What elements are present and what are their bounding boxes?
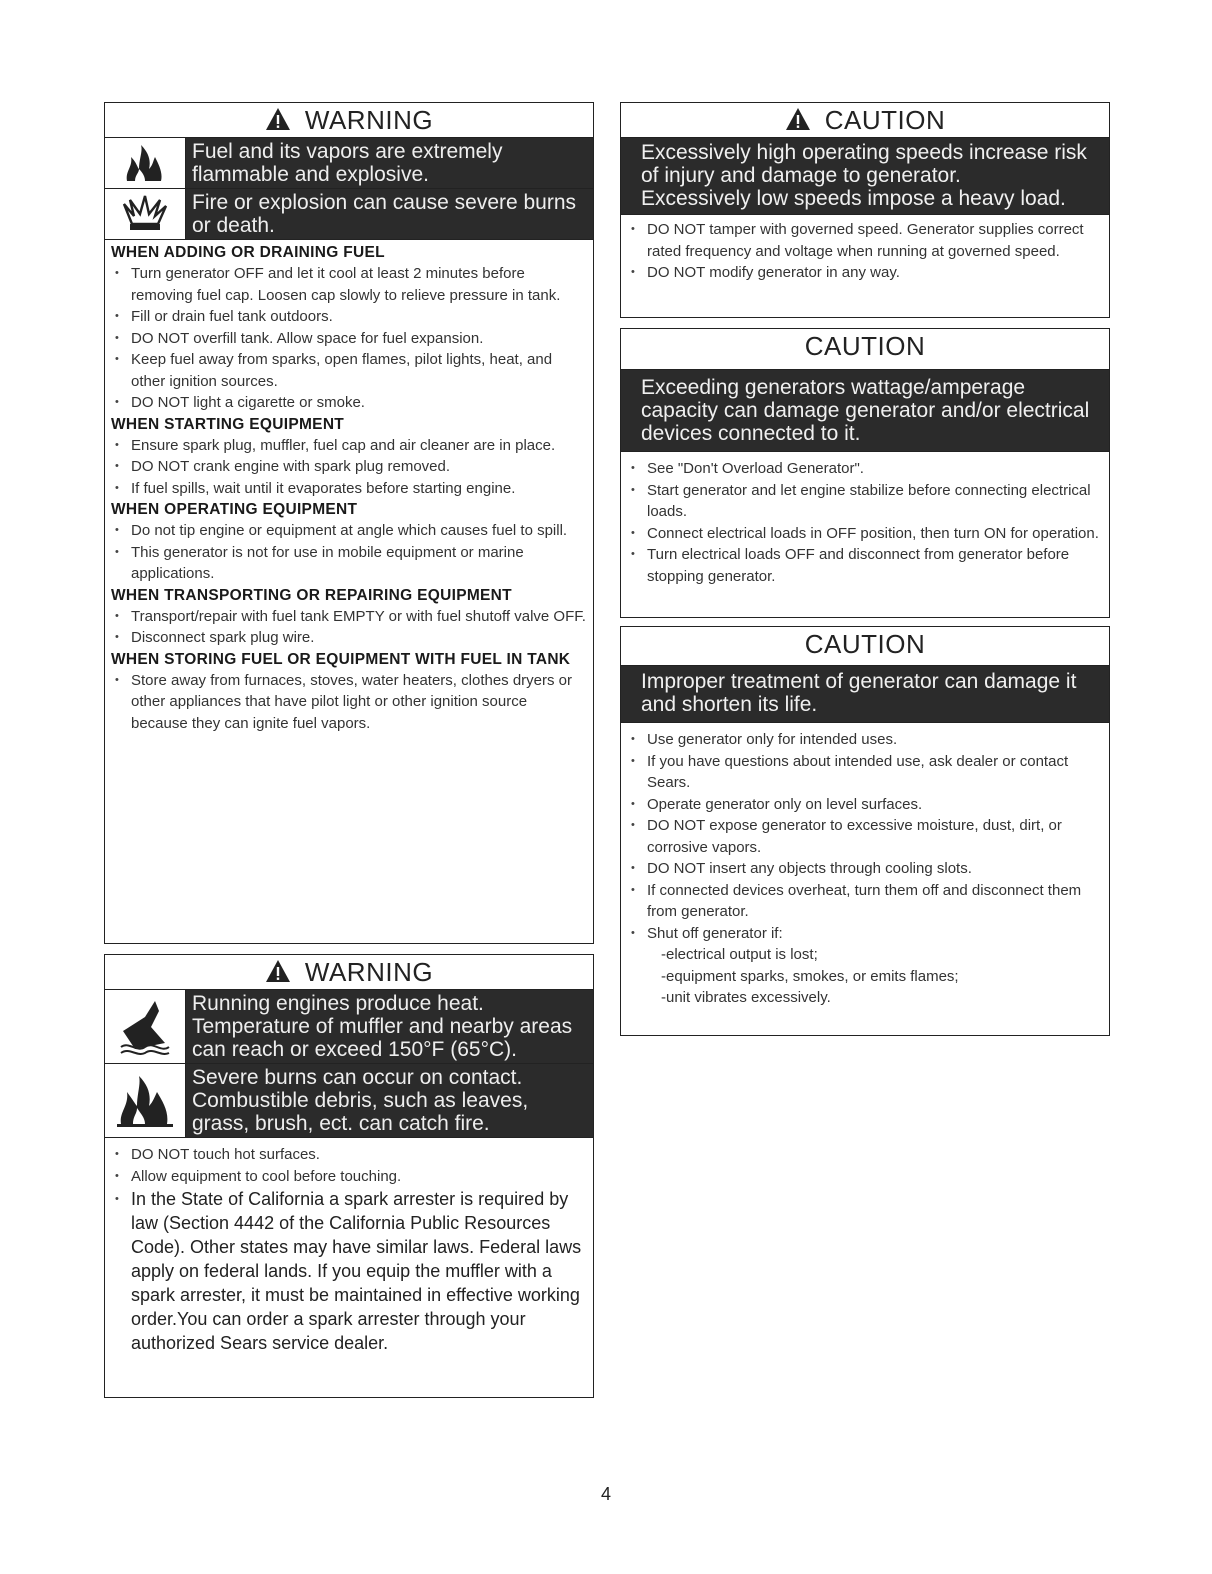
list-item: • DO NOT expose generator to excessive moisture, dust, dirt, or corrosive vapors. (627, 815, 1103, 858)
warning-triangle-icon (265, 107, 291, 131)
list-item: • Turn electrical loads OFF and disconnect from generator before stopping generator. (627, 544, 1103, 587)
sub-item: -unit vibrates excessively. (661, 989, 831, 1006)
section-heading: WHEN OPERATING EQUIPMENT (111, 501, 358, 518)
hazard-row (105, 990, 593, 1064)
list-item: • Ensure spark plug, muffler, fuel cap and air cleaner are in place. (111, 435, 587, 457)
section-heading: WHEN ADDING OR DRAINING FUEL (111, 244, 385, 261)
list-item: • If you have questions about intended use, ask dealer or contact Sears. (627, 751, 1103, 794)
hazard-row (105, 1064, 593, 1137)
caution-content (621, 215, 1109, 288)
warning-triangle-icon (785, 107, 811, 131)
list-item: • DO NOT insert any objects through cooling slots. (627, 858, 1103, 880)
caution-box-overload (620, 328, 1110, 618)
list-item: • Fill or drain fuel tank outdoors. (111, 306, 587, 328)
list-item: • Store away from furnaces, stoves, water heaters, clothes dryers or other appliances that have pilot light or other ignition source because they can ignite fuel vapors. (111, 670, 587, 735)
section-heading: WHEN STORING FUEL OR EQUIPMENT WITH FUEL IN TANK (111, 650, 571, 668)
hazard-text: Excessively high operating speeds increase risk of injury and damage to generator. (641, 141, 1087, 187)
list-item: • Do not tip engine or equipment at angle which causes fuel to spill. (111, 520, 587, 542)
hazard-text: Running engines produce heat. Temperature of muffler and nearby areas can reach or exceed 150°F (65°C). (192, 992, 573, 1061)
flame-icon (105, 1064, 186, 1137)
section-heading: WHEN TRANSPORTING OR REPAIRING EQUIPMENT (111, 586, 512, 604)
list-item: • Keep fuel away from sparks, open flames, pilot lights, heat, and other ignition sources. (111, 349, 587, 392)
list-item: • DO NOT crank engine with spark plug removed. (111, 456, 587, 478)
sub-item: -electrical output is lost; (661, 946, 818, 963)
hazard-row (105, 138, 593, 189)
hazard-band (105, 989, 593, 1138)
hazard-band (621, 665, 1109, 723)
list-item: • DO NOT modify generator in any way. (627, 262, 1103, 284)
list-item: • This generator is not for use in mobile equipment or marine applications. (111, 542, 587, 585)
list-item: • Use generator only for intended uses. (627, 729, 1103, 751)
list-item: • Operate generator only on level surfaces. (627, 794, 1103, 816)
section-heading: WHEN STARTING EQUIPMENT (111, 415, 345, 433)
caution-title: CAUTION (804, 331, 926, 361)
hazard-text: Severe burns can occur on contact. Combustible debris, such as leaves, grass, brush, ect. can catch fire. (192, 1066, 529, 1135)
list-item: • DO NOT touch hot surfaces. (111, 1144, 587, 1166)
caution-content (621, 452, 1109, 591)
warning-box-fuel (104, 102, 594, 944)
hazard-text: Fuel and its vapors are extremely flammable and explosive. (192, 140, 503, 186)
list-item: • DO NOT overfill tank. Allow space for fuel expansion. (111, 328, 587, 350)
list-item: • Disconnect spark plug wire. (111, 627, 587, 649)
warning-title: WARNING (105, 103, 593, 137)
list-item: • Shut off generator if: (627, 923, 1103, 945)
warning-box-heat (104, 954, 594, 1398)
warning-triangle-icon (265, 959, 291, 983)
sub-item: -equipment sparks, smokes, or emits flames; (661, 967, 959, 985)
explosion-icon (105, 189, 186, 239)
page-number: 4 (600, 1484, 611, 1504)
caution-content (621, 723, 1109, 1013)
list-item: • In the State of California a spark arrester is required by law (Section 4442 of the California Public Resources Code). Other states may have similar laws. Federal laws apply on federal lands. If you equip the muffler with a spark arrester, it must be maintained in effective working order.You can order a spark arrester through your authorized Sears service dealer. (111, 1187, 587, 1355)
hazard-text: Fire or explosion can cause severe burns or death. (192, 191, 577, 237)
warning-content (105, 240, 593, 738)
list-item: • See "Don't Overload Generator". (627, 458, 1103, 480)
caution-box-treatment (620, 626, 1110, 1036)
hazard-text: Improper treatment of generator can damage it and shorten its life. (641, 670, 1077, 716)
list-item: • DO NOT light a cigarette or smoke. (111, 392, 587, 414)
hazard-band (621, 137, 1109, 215)
hot-surface-icon (105, 990, 186, 1063)
flame-icon (105, 138, 186, 188)
list-item: • Allow equipment to cool before touching. (111, 1166, 587, 1188)
hazard-row (105, 189, 593, 239)
list-item: • Turn generator OFF and let it cool at least 2 minutes before removing fuel cap. Loosen cap slowly to relieve pressure in tank. (111, 263, 587, 306)
hazard-text: Excessively low speeds impose a heavy load. (641, 187, 1066, 210)
list-item: • If fuel spills, wait until it evaporates before starting engine. (111, 478, 587, 500)
caution-title: CAUTION (804, 629, 926, 659)
list-item: • DO NOT tamper with governed speed. Generator supplies correct rated frequency and voltage when running at governed speed. (627, 219, 1103, 262)
list-item: • Connect electrical loads in OFF position, then turn ON for operation. (627, 523, 1103, 545)
warning-title: WARNING (105, 955, 593, 989)
caution-title: CAUTION (621, 103, 1109, 137)
hazard-band (621, 369, 1109, 452)
warning-content (105, 1138, 593, 1359)
list-item: • Transport/repair with fuel tank EMPTY or with fuel shutoff valve OFF. (111, 606, 587, 628)
list-item: • Start generator and let engine stabilize before connecting electrical loads. (627, 480, 1103, 523)
hazard-band (105, 137, 593, 240)
hazard-text: Exceeding generators wattage/amperage capacity can damage generator and/or electrical devices connected to it. (641, 376, 1090, 445)
list-item: • If connected devices overheat, turn them off and disconnect them from generator. (627, 880, 1103, 923)
caution-box-speed (620, 102, 1110, 318)
